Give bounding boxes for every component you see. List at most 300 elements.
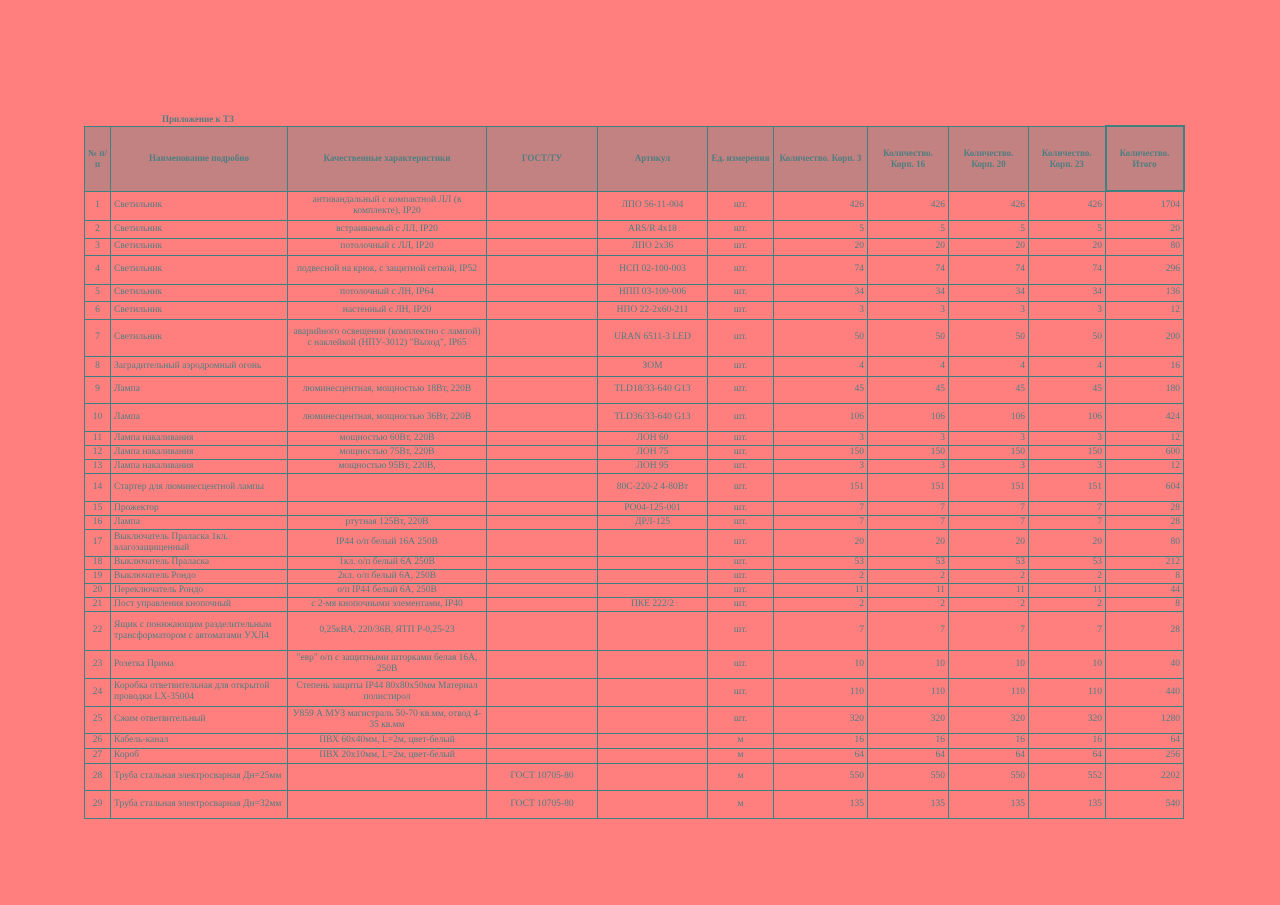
cell-gost [487, 319, 598, 356]
cell-qty-total: 2202 [1106, 763, 1184, 790]
header-number: № п/п [85, 126, 111, 191]
cell-unit: шт. [708, 191, 774, 220]
cell-article: ЛОН 75 [598, 445, 708, 459]
cell-article: НПП 03-100-006 [598, 284, 708, 301]
cell-qty-korp23: 64 [1029, 748, 1106, 763]
table-row [85, 284, 1184, 301]
cell-characteristics: потолочный с ЛН, IP64 [288, 284, 487, 301]
cell-name: Ящик с понижающим разделительным трансформатором с автоматами УХЛ4 [111, 611, 288, 650]
table-row [85, 763, 1184, 790]
cell-qty-korp3: 11 [774, 583, 868, 597]
cell-unit: шт. [708, 529, 774, 556]
cell-qty-total: 540 [1106, 790, 1184, 818]
cell-unit: шт. [708, 678, 774, 706]
cell-article [598, 790, 708, 818]
cell-qty-korp23: 320 [1029, 706, 1106, 733]
cell-number: 3 [85, 238, 111, 255]
cell-qty-korp23: 2 [1029, 597, 1106, 611]
cell-qty-total: 44 [1106, 583, 1184, 597]
cell-qty-korp20: 20 [949, 529, 1029, 556]
cell-characteristics: настенный с ЛН, IP20 [288, 301, 487, 319]
cell-name: Светильник [111, 191, 288, 220]
cell-qty-korp23: 20 [1029, 238, 1106, 255]
cell-qty-korp16: 110 [868, 678, 949, 706]
table-row [85, 733, 1184, 748]
cell-qty-korp16: 4 [868, 356, 949, 376]
cell-unit: м [708, 763, 774, 790]
cell-characteristics: ПВХ 20х10мм, L=2м, цвет-белый [288, 748, 487, 763]
cell-unit: шт. [708, 501, 774, 515]
cell-characteristics: Степень защиты IP44 80х80х50мм Материал полистирол [288, 678, 487, 706]
cell-qty-korp23: 135 [1029, 790, 1106, 818]
cell-qty-total: 180 [1106, 376, 1184, 403]
cell-qty-korp3: 4 [774, 356, 868, 376]
cell-qty-total: 28 [1106, 611, 1184, 650]
cell-qty-korp3: 550 [774, 763, 868, 790]
cell-qty-korp20: 3 [949, 459, 1029, 473]
cell-name: Труба стальная электросварная Дн=25мм [111, 763, 288, 790]
cell-number: 25 [85, 706, 111, 733]
cell-qty-korp20: 320 [949, 706, 1029, 733]
cell-name: Труба стальная электросварная Дн=32мм [111, 790, 288, 818]
cell-characteristics: антивандальный с компактной ЛЛ (в комплекте), IP20 [288, 191, 487, 220]
cell-qty-total: 212 [1106, 556, 1184, 569]
cell-qty-korp16: 150 [868, 445, 949, 459]
cell-number: 5 [85, 284, 111, 301]
cell-name: Коробка ответвительная для открытой проводки LX-35004 [111, 678, 288, 706]
cell-gost [487, 529, 598, 556]
cell-qty-korp3: 3 [774, 301, 868, 319]
cell-characteristics: мощностью 75Вт, 220В [288, 445, 487, 459]
cell-qty-korp3: 320 [774, 706, 868, 733]
cell-article [598, 583, 708, 597]
cell-qty-korp3: 3 [774, 459, 868, 473]
table-row [85, 597, 1184, 611]
cell-qty-total: 80 [1106, 529, 1184, 556]
table-row [85, 748, 1184, 763]
cell-qty-korp16: 2 [868, 569, 949, 583]
cell-unit: шт. [708, 445, 774, 459]
cell-unit: шт. [708, 238, 774, 255]
cell-qty-korp3: 50 [774, 319, 868, 356]
cell-qty-total: 12 [1106, 459, 1184, 473]
cell-qty-korp20: 106 [949, 403, 1029, 431]
cell-article: РО04-125-001 [598, 501, 708, 515]
cell-gost [487, 678, 598, 706]
cell-qty-korp23: 45 [1029, 376, 1106, 403]
cell-qty-korp20: 16 [949, 733, 1029, 748]
cell-qty-korp3: 45 [774, 376, 868, 403]
cell-name: Пост управления кнопочный [111, 597, 288, 611]
cell-qty-total: 600 [1106, 445, 1184, 459]
table-row [85, 706, 1184, 733]
header-qty-korp20: Количество. Корп. 20 [949, 126, 1029, 191]
table-row [85, 403, 1184, 431]
cell-gost [487, 284, 598, 301]
cell-qty-korp23: 16 [1029, 733, 1106, 748]
cell-qty-korp20: 7 [949, 611, 1029, 650]
header-qty-korp16: Количество. Корп. 16 [868, 126, 949, 191]
cell-qty-korp23: 150 [1029, 445, 1106, 459]
cell-qty-korp16: 74 [868, 255, 949, 284]
cell-name: Светильник [111, 220, 288, 238]
cell-unit: шт. [708, 376, 774, 403]
cell-name: Лампа накаливания [111, 431, 288, 445]
cell-qty-korp3: 426 [774, 191, 868, 220]
cell-characteristics: люминесцентная, мощностью 36Вт, 220В [288, 403, 487, 431]
cell-characteristics: аварийного освещения (комплектно с лампой) с наклейкой (НПУ-3012) "Выход", IP65 [288, 319, 487, 356]
cell-number: 15 [85, 501, 111, 515]
cell-qty-korp20: 10 [949, 650, 1029, 678]
cell-article: 80С-220-2 4-80Вт [598, 473, 708, 501]
cell-characteristics: подвесной на крюк, с защитной сеткой, IP52 [288, 255, 487, 284]
cell-characteristics: о/п IP44 белый 6А, 250В [288, 583, 487, 597]
cell-gost [487, 733, 598, 748]
table-row [85, 238, 1184, 255]
cell-article [598, 706, 708, 733]
cell-qty-korp16: 10 [868, 650, 949, 678]
cell-qty-korp3: 10 [774, 650, 868, 678]
cell-unit: шт. [708, 611, 774, 650]
cell-qty-korp20: 45 [949, 376, 1029, 403]
cell-article [598, 748, 708, 763]
table-row [85, 459, 1184, 473]
cell-qty-korp23: 552 [1029, 763, 1106, 790]
cell-qty-korp23: 4 [1029, 356, 1106, 376]
cell-characteristics: потолочный с ЛЛ, IP20 [288, 238, 487, 255]
table-row [85, 255, 1184, 284]
cell-qty-korp16: 550 [868, 763, 949, 790]
header-qty-total: Количество. Итого [1106, 126, 1184, 191]
cell-qty-korp3: 135 [774, 790, 868, 818]
table-body [85, 191, 1184, 818]
cell-gost [487, 501, 598, 515]
cell-qty-korp3: 150 [774, 445, 868, 459]
cell-article: ЗОМ [598, 356, 708, 376]
cell-qty-korp20: 550 [949, 763, 1029, 790]
cell-number: 10 [85, 403, 111, 431]
cell-article: URAN 6511-3 LED [598, 319, 708, 356]
cell-qty-total: 64 [1106, 733, 1184, 748]
cell-unit: шт. [708, 473, 774, 501]
cell-qty-total: 40 [1106, 650, 1184, 678]
cell-qty-korp3: 20 [774, 529, 868, 556]
cell-qty-korp20: 3 [949, 301, 1029, 319]
cell-qty-korp16: 45 [868, 376, 949, 403]
cell-qty-korp16: 20 [868, 238, 949, 255]
cell-article [598, 529, 708, 556]
cell-gost: ГОСТ 10705-80 [487, 763, 598, 790]
cell-number: 9 [85, 376, 111, 403]
cell-qty-korp23: 3 [1029, 301, 1106, 319]
table-row [85, 556, 1184, 569]
cell-gost [487, 473, 598, 501]
cell-qty-korp20: 50 [949, 319, 1029, 356]
cell-unit: шт. [708, 650, 774, 678]
cell-unit: шт. [708, 284, 774, 301]
cell-number: 23 [85, 650, 111, 678]
table-row [85, 515, 1184, 529]
cell-qty-total: 28 [1106, 515, 1184, 529]
cell-characteristics: встраиваемый с ЛЛ, IP20 [288, 220, 487, 238]
cell-gost [487, 431, 598, 445]
cell-article: ЛОН 95 [598, 459, 708, 473]
table-header-row [85, 126, 1184, 191]
cell-unit: м [708, 733, 774, 748]
cell-qty-total: 20 [1106, 220, 1184, 238]
cell-name: Лампа накаливания [111, 459, 288, 473]
cell-qty-korp3: 2 [774, 569, 868, 583]
table-row [85, 376, 1184, 403]
cell-qty-korp23: 20 [1029, 529, 1106, 556]
cell-unit: м [708, 748, 774, 763]
cell-qty-korp16: 16 [868, 733, 949, 748]
cell-qty-korp16: 2 [868, 597, 949, 611]
cell-qty-korp16: 426 [868, 191, 949, 220]
cell-qty-korp3: 7 [774, 515, 868, 529]
cell-gost [487, 748, 598, 763]
cell-characteristics: У859 А МУЗ магистраль 50-70 кв.мм, отвод 4-35 кв.мм [288, 706, 487, 733]
cell-name: Заградительный аэродромный огонь [111, 356, 288, 376]
table-row [85, 501, 1184, 515]
cell-qty-korp23: 53 [1029, 556, 1106, 569]
cell-number: 16 [85, 515, 111, 529]
cell-name: Выключатель Праласка [111, 556, 288, 569]
cell-unit: шт. [708, 356, 774, 376]
header-name: Наименование подробно [111, 126, 288, 191]
cell-gost [487, 301, 598, 319]
cell-characteristics: IP44 о/п белый 16А 250В [288, 529, 487, 556]
cell-article: ЛПО 56-11-004 [598, 191, 708, 220]
cell-qty-korp23: 7 [1029, 515, 1106, 529]
cell-article: ЛПО 2х36 [598, 238, 708, 255]
cell-number: 13 [85, 459, 111, 473]
cell-name: Короб [111, 748, 288, 763]
cell-qty-korp20: 5 [949, 220, 1029, 238]
cell-qty-korp3: 5 [774, 220, 868, 238]
cell-qty-total: 1280 [1106, 706, 1184, 733]
table-row [85, 191, 1184, 220]
cell-qty-total: 440 [1106, 678, 1184, 706]
cell-name: Стартер для люминесцентной лампы [111, 473, 288, 501]
cell-qty-korp20: 7 [949, 501, 1029, 515]
cell-qty-korp23: 11 [1029, 583, 1106, 597]
cell-characteristics: мощностью 60Вт, 220В [288, 431, 487, 445]
cell-article: TLD18/33-640 G13 [598, 376, 708, 403]
cell-qty-korp16: 7 [868, 501, 949, 515]
cell-number: 7 [85, 319, 111, 356]
cell-name: Светильник [111, 284, 288, 301]
cell-characteristics [288, 501, 487, 515]
header-qty-korp23: Количество. Корп. 23 [1029, 126, 1106, 191]
cell-qty-korp23: 34 [1029, 284, 1106, 301]
cell-qty-korp23: 110 [1029, 678, 1106, 706]
header-article: Артикул [598, 126, 708, 191]
cell-qty-korp3: 110 [774, 678, 868, 706]
cell-number: 8 [85, 356, 111, 376]
cell-article: ARS/R 4x18 [598, 220, 708, 238]
cell-qty-total: 256 [1106, 748, 1184, 763]
cell-qty-total: 8 [1106, 569, 1184, 583]
cell-article [598, 569, 708, 583]
cell-qty-korp16: 11 [868, 583, 949, 597]
cell-qty-korp3: 20 [774, 238, 868, 255]
cell-name: Лампа накаливания [111, 445, 288, 459]
cell-characteristics: с 2-мя кнопочными элементами, IP40 [288, 597, 487, 611]
cell-name: Светильник [111, 319, 288, 356]
table-row [85, 220, 1184, 238]
cell-qty-korp16: 320 [868, 706, 949, 733]
cell-gost [487, 569, 598, 583]
cell-number: 2 [85, 220, 111, 238]
cell-unit: шт. [708, 597, 774, 611]
cell-qty-korp23: 426 [1029, 191, 1106, 220]
cell-qty-korp16: 3 [868, 301, 949, 319]
header-unit: Ед. измерения [708, 126, 774, 191]
cell-qty-korp23: 151 [1029, 473, 1106, 501]
cell-qty-korp23: 10 [1029, 650, 1106, 678]
cell-number: 6 [85, 301, 111, 319]
cell-unit: шт. [708, 515, 774, 529]
table-row [85, 431, 1184, 445]
cell-article [598, 650, 708, 678]
cell-qty-korp20: 20 [949, 238, 1029, 255]
cell-number: 29 [85, 790, 111, 818]
cell-characteristics [288, 356, 487, 376]
cell-name: Сжим ответвительный [111, 706, 288, 733]
cell-qty-korp20: 53 [949, 556, 1029, 569]
cell-unit: шт. [708, 403, 774, 431]
cell-qty-korp3: 16 [774, 733, 868, 748]
cell-unit: шт. [708, 569, 774, 583]
cell-characteristics: ртутная 125Вт, 220В [288, 515, 487, 529]
cell-name: Светильник [111, 301, 288, 319]
cell-gost [487, 611, 598, 650]
header-characteristics: Качественные характеристики [288, 126, 487, 191]
cell-qty-korp3: 7 [774, 501, 868, 515]
cell-qty-korp20: 135 [949, 790, 1029, 818]
cell-name: Кабель-канал [111, 733, 288, 748]
cell-gost [487, 445, 598, 459]
table-row [85, 473, 1184, 501]
cell-article [598, 733, 708, 748]
cell-number: 19 [85, 569, 111, 583]
cell-article [598, 611, 708, 650]
cell-number: 26 [85, 733, 111, 748]
cell-qty-korp20: 7 [949, 515, 1029, 529]
cell-qty-korp3: 64 [774, 748, 868, 763]
table-row [85, 611, 1184, 650]
cell-qty-total: 12 [1106, 301, 1184, 319]
cell-gost [487, 515, 598, 529]
cell-qty-korp20: 3 [949, 431, 1029, 445]
cell-number: 1 [85, 191, 111, 220]
cell-gost [487, 403, 598, 431]
cell-qty-korp23: 2 [1029, 569, 1106, 583]
cell-qty-korp3: 151 [774, 473, 868, 501]
cell-gost [487, 238, 598, 255]
table-row [85, 678, 1184, 706]
document-caption: Приложение к ТЗ [162, 114, 234, 124]
cell-qty-korp20: 74 [949, 255, 1029, 284]
cell-qty-total: 28 [1106, 501, 1184, 515]
table-row [85, 529, 1184, 556]
cell-qty-korp16: 3 [868, 431, 949, 445]
cell-gost [487, 706, 598, 733]
cell-characteristics: 1кл. о/п белый 6А 250В [288, 556, 487, 569]
cell-qty-korp16: 3 [868, 459, 949, 473]
cell-article: ДРЛ-125 [598, 515, 708, 529]
cell-qty-korp23: 50 [1029, 319, 1106, 356]
cell-number: 24 [85, 678, 111, 706]
specification-table [84, 125, 1185, 819]
cell-characteristics [288, 763, 487, 790]
cell-qty-korp3: 3 [774, 431, 868, 445]
cell-number: 4 [85, 255, 111, 284]
cell-qty-total: 296 [1106, 255, 1184, 284]
cell-qty-total: 604 [1106, 473, 1184, 501]
cell-name: Лампа [111, 515, 288, 529]
cell-name: Лампа [111, 376, 288, 403]
cell-unit: шт. [708, 556, 774, 569]
cell-qty-korp16: 64 [868, 748, 949, 763]
cell-qty-total: 12 [1106, 431, 1184, 445]
header-gost: ГОСТ/ТУ [487, 126, 598, 191]
cell-qty-korp20: 4 [949, 356, 1029, 376]
cell-qty-korp20: 34 [949, 284, 1029, 301]
cell-name: Розетка Прима [111, 650, 288, 678]
cell-unit: шт. [708, 319, 774, 356]
cell-name: Выключатель Праласка 1кл. влагозащищенный [111, 529, 288, 556]
cell-gost [487, 220, 598, 238]
cell-unit: шт. [708, 706, 774, 733]
cell-qty-korp16: 34 [868, 284, 949, 301]
cell-article: TLD36/33-640 G13 [598, 403, 708, 431]
cell-number: 20 [85, 583, 111, 597]
cell-article [598, 556, 708, 569]
cell-qty-korp23: 106 [1029, 403, 1106, 431]
cell-characteristics: 2кл. о/п белый 6А, 250В [288, 569, 487, 583]
cell-qty-korp20: 2 [949, 597, 1029, 611]
cell-qty-korp16: 20 [868, 529, 949, 556]
cell-number: 27 [85, 748, 111, 763]
cell-qty-total: 424 [1106, 403, 1184, 431]
cell-name: Переключатель Рондо [111, 583, 288, 597]
table-row [85, 650, 1184, 678]
cell-qty-korp3: 53 [774, 556, 868, 569]
cell-name: Лампа [111, 403, 288, 431]
cell-qty-korp20: 11 [949, 583, 1029, 597]
cell-qty-korp20: 151 [949, 473, 1029, 501]
cell-qty-total: 8 [1106, 597, 1184, 611]
table-row [85, 583, 1184, 597]
cell-qty-korp20: 2 [949, 569, 1029, 583]
cell-unit: шт. [708, 301, 774, 319]
table-row [85, 356, 1184, 376]
cell-gost: ГОСТ 10705-80 [487, 790, 598, 818]
cell-qty-korp20: 64 [949, 748, 1029, 763]
table-row [85, 790, 1184, 818]
cell-qty-korp16: 7 [868, 515, 949, 529]
cell-characteristics: ПВХ 60х40мм, L=2м, цвет-белый [288, 733, 487, 748]
cell-number: 12 [85, 445, 111, 459]
cell-number: 14 [85, 473, 111, 501]
table-row [85, 569, 1184, 583]
cell-number: 18 [85, 556, 111, 569]
cell-qty-total: 80 [1106, 238, 1184, 255]
cell-qty-korp3: 7 [774, 611, 868, 650]
cell-unit: шт. [708, 583, 774, 597]
